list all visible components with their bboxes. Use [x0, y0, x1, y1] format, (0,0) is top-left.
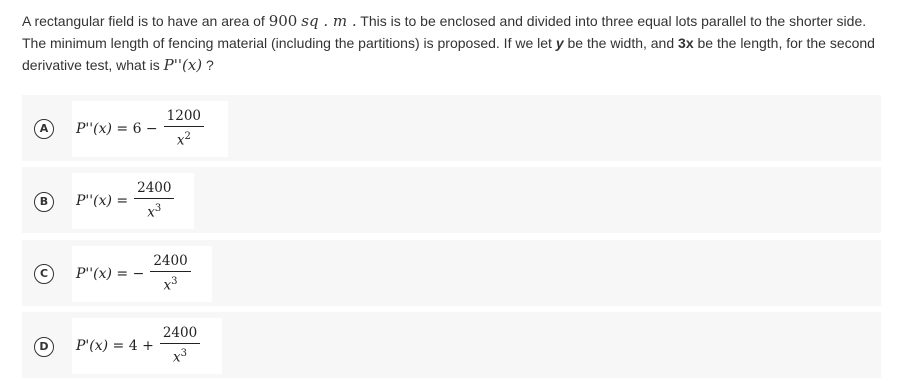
option-a-formula	[72, 101, 228, 157]
option-b-den-exp: 3	[154, 203, 162, 215]
option-d-formula	[72, 318, 222, 374]
option-a-den-exp: 2	[184, 131, 191, 143]
option-a-denominator	[177, 127, 191, 150]
option-c-formula	[72, 246, 212, 302]
option-c-den-var: x	[163, 277, 172, 294]
option-d-lhs	[76, 338, 154, 354]
length-variable: 3x	[678, 35, 694, 51]
option-b-denominator	[147, 199, 161, 222]
option-d-den-exp: 3	[180, 348, 187, 360]
option-c-operator: = −	[111, 266, 145, 282]
option-c-fraction	[150, 253, 190, 295]
option-a-numerator: 1200	[164, 108, 204, 127]
option-d-fraction	[160, 325, 200, 367]
option-b-den-var: x	[147, 204, 155, 221]
option-d-numerator: 2400	[160, 325, 200, 344]
question-part-3: be the width, and	[563, 35, 679, 51]
option-a-fraction	[164, 108, 204, 150]
option-a-function: P''(x)	[76, 121, 112, 137]
option-letter-b: B	[34, 192, 54, 212]
option-b-formula	[72, 173, 194, 229]
width-variable: y	[555, 35, 564, 51]
question-part-1: A rectangular field is to have an area of	[22, 13, 269, 29]
option-d-den-var: x	[172, 349, 181, 366]
option-d[interactable]	[22, 312, 881, 378]
option-c-den-exp: 3	[171, 276, 178, 288]
option-a-den-var: x	[176, 132, 185, 149]
option-a[interactable]	[22, 95, 881, 161]
option-d-operator: = 4 +	[108, 338, 154, 354]
option-c[interactable]	[22, 240, 881, 306]
option-b[interactable]	[22, 167, 881, 233]
option-letter-c: C	[34, 264, 54, 284]
question-part-2: This is to be enclosed and divided into three equal lots parallel to the shorter side. The minimum length of fencing material (including the partitions) is proposed. If we let	[22, 13, 867, 51]
option-b-fraction	[134, 180, 174, 222]
option-b-numerator: 2400	[134, 180, 174, 199]
option-b-function: P''(x)	[76, 193, 112, 209]
option-letter-d: D	[34, 337, 54, 357]
area-value: 900	[268, 12, 298, 30]
option-c-lhs	[76, 266, 144, 282]
target-expression: P''(x)	[163, 56, 203, 74]
area-unit: sq . m .	[301, 12, 357, 30]
question-part-4: be the length, for the second derivative test, what is	[22, 35, 875, 73]
option-b-lhs	[76, 193, 128, 209]
option-d-function: P'(x)	[76, 338, 109, 354]
option-a-lhs	[76, 121, 158, 137]
question-part-5: ?	[202, 57, 214, 73]
option-a-operator: = 6 −	[111, 121, 158, 137]
option-c-denominator	[163, 272, 177, 295]
option-letter-a: A	[34, 119, 54, 139]
option-d-denominator	[173, 344, 187, 367]
option-c-numerator: 2400	[150, 253, 190, 272]
option-c-function: P''(x)	[76, 266, 112, 282]
option-b-operator: =	[111, 193, 129, 209]
question-text	[22, 10, 882, 76]
